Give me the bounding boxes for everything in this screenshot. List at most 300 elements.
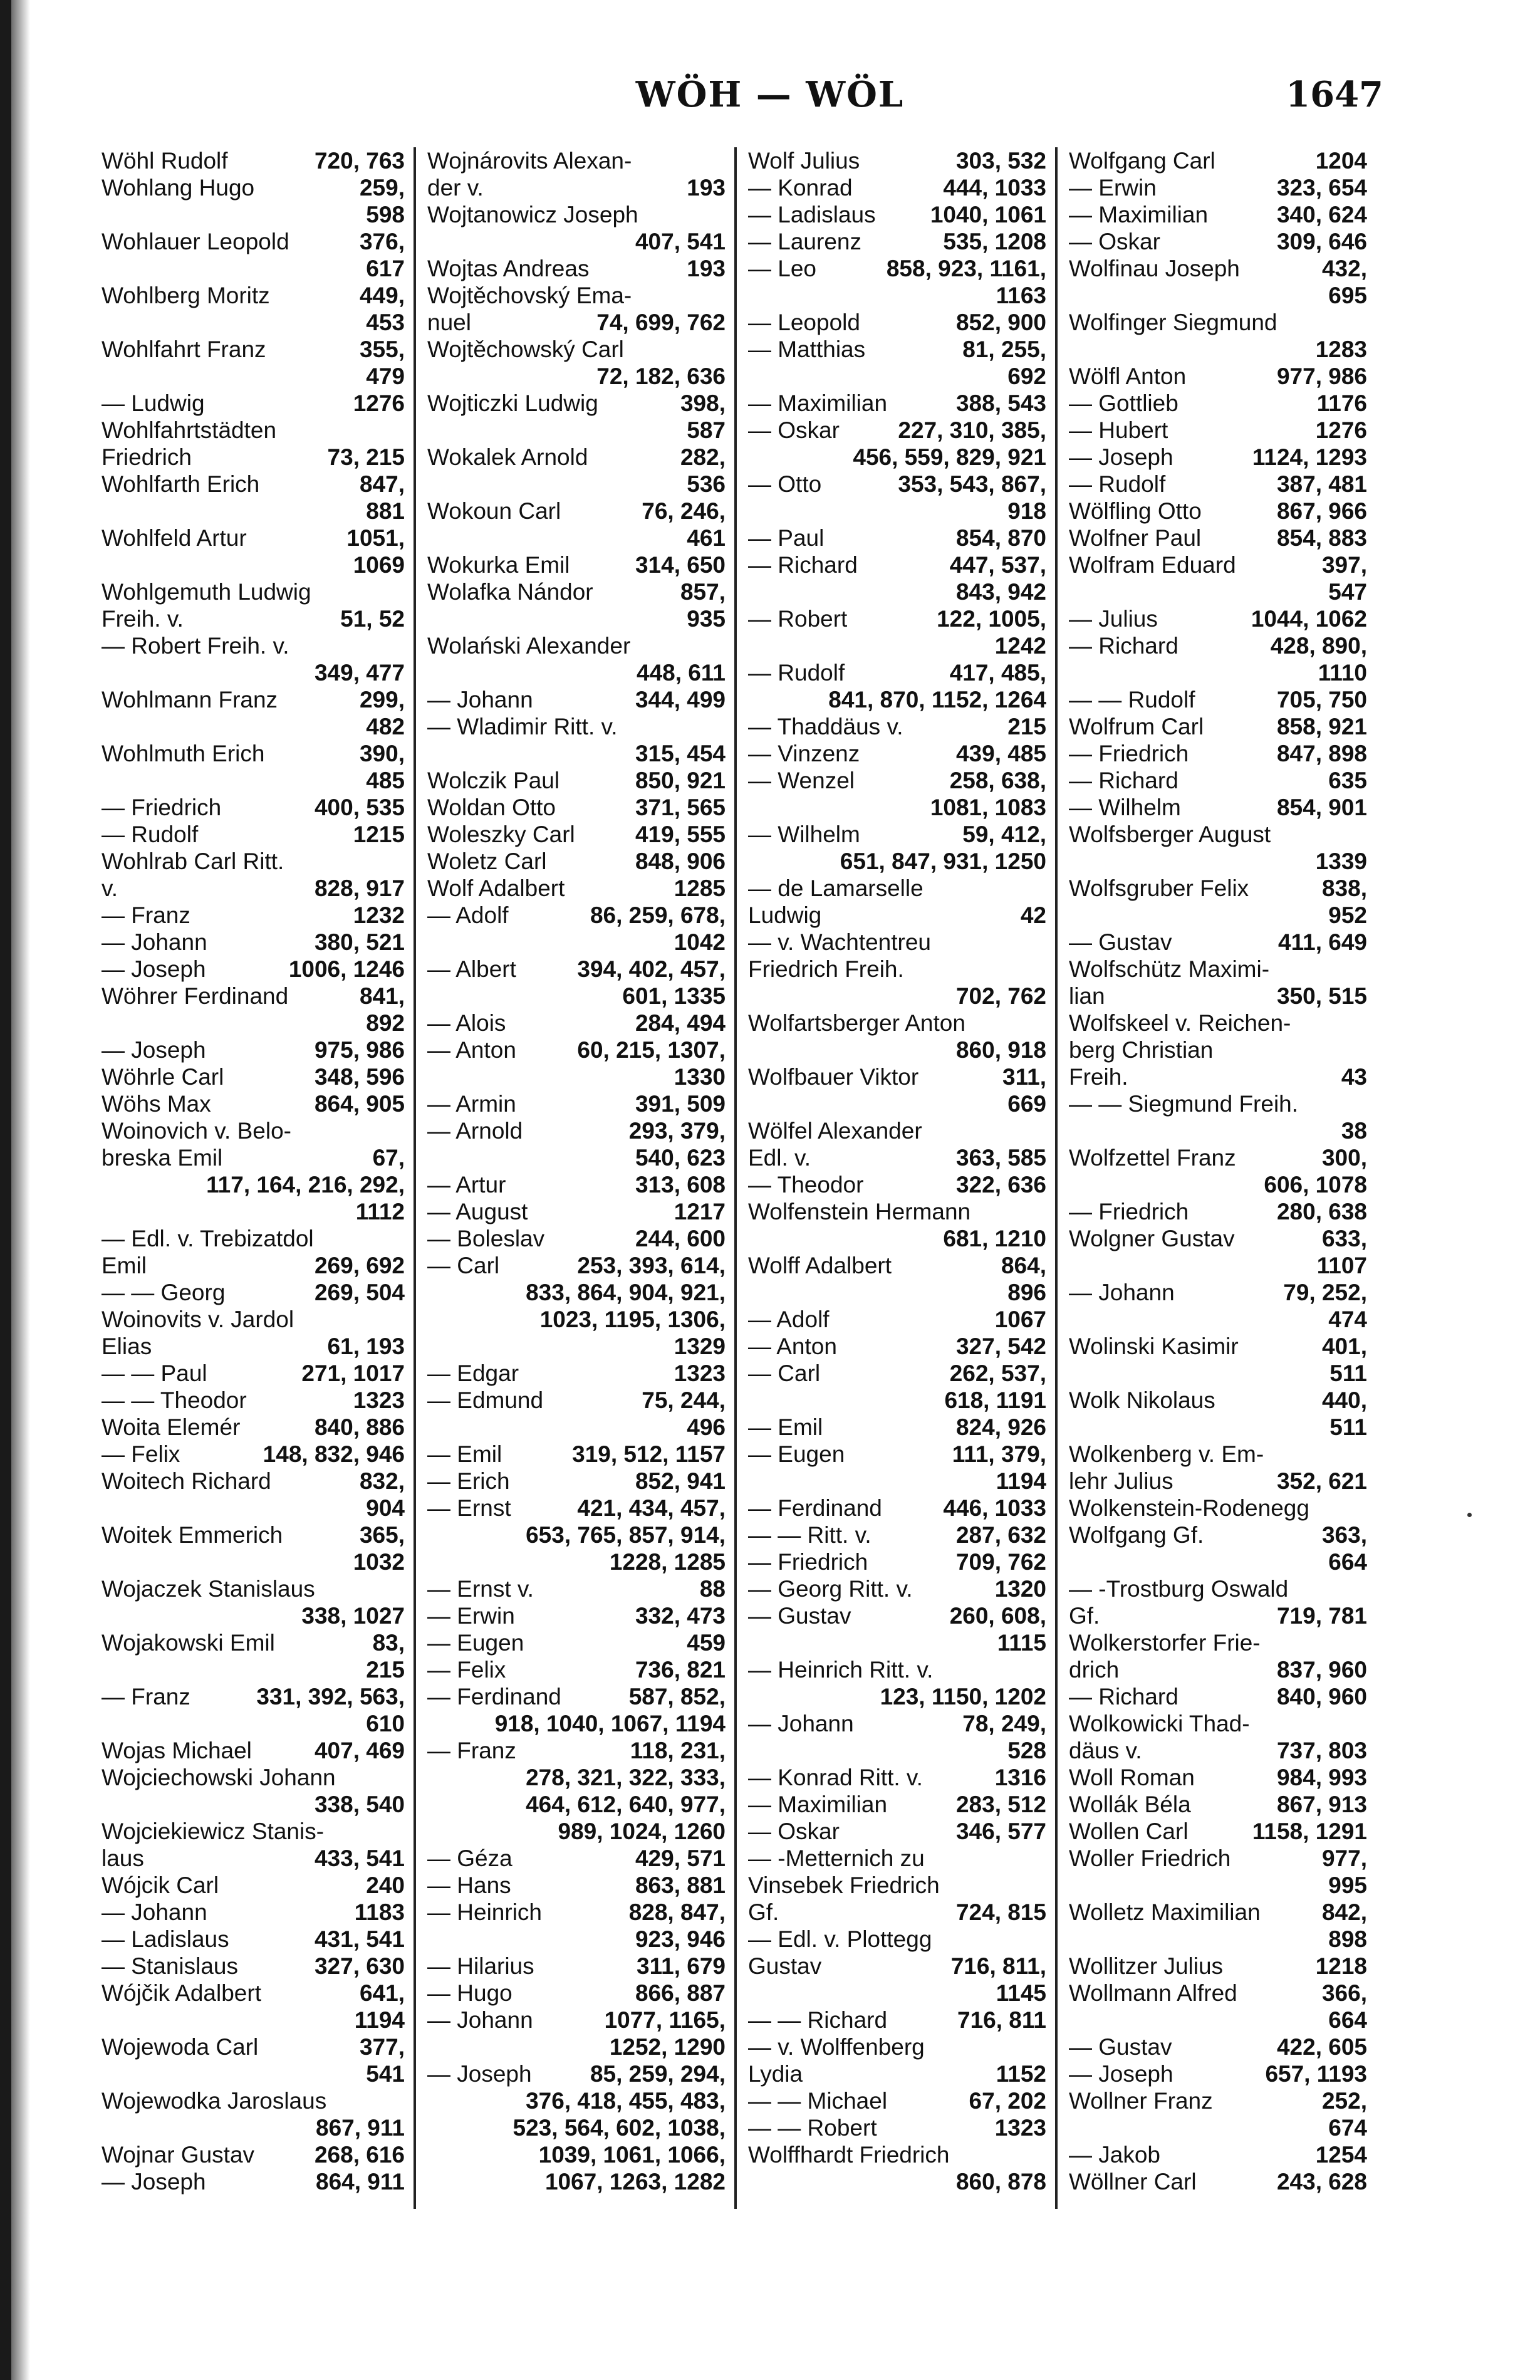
entry-name: — Eugen — [748, 1441, 845, 1467]
entry-page-refs: 340, 624 — [1276, 202, 1367, 227]
index-entry-continuation: 278, 321, 322, 333, — [526, 1765, 726, 1790]
entry-page-refs: 344, 499 — [635, 687, 726, 712]
entry-page-refs: 193 — [687, 175, 726, 201]
entry-name: — Laurenz — [748, 229, 861, 254]
entry-name: Woll Roman — [1069, 1765, 1195, 1790]
entry-name: — — Michael — [748, 2088, 888, 2114]
entry-page-refs: 352, 621 — [1276, 1468, 1367, 1494]
entry-page-refs: 75, 244, — [642, 1387, 726, 1413]
index-column-1 — [93, 147, 414, 2209]
index-entry — [427, 632, 726, 659]
index-entry — [427, 201, 726, 228]
entry-name: — Georg Ritt. v. — [748, 1576, 913, 1602]
index-entry-continuation: 448, 611 — [637, 660, 726, 686]
entry-page-refs: 858, 923, 1161, — [886, 256, 1046, 281]
index-columns — [93, 147, 1377, 2209]
entry-page-refs: 1044, 1062 — [1251, 606, 1367, 632]
index-entry — [427, 1737, 726, 1764]
entry-page-refs: 866, 887 — [635, 1980, 726, 2006]
index-entry — [748, 1548, 1046, 1575]
entry-name: — Franz — [101, 902, 190, 928]
index-entry — [748, 1063, 1046, 1090]
entry-page-refs: 311, — [1002, 1064, 1046, 1090]
entry-name: — Albert — [427, 956, 516, 982]
entry-name: berg Christian — [1069, 1037, 1214, 1063]
entry-name: Woinovits v. Jardol — [101, 1307, 294, 1332]
index-entry — [748, 929, 1046, 956]
entry-name: Woitech Richard — [101, 1468, 271, 1494]
entry-name: Wohlauer Leopold — [101, 229, 289, 254]
entry-page-refs: 74, 699, 762 — [596, 310, 726, 335]
index-entry-continuation: 1228, 1285 — [609, 1549, 726, 1575]
entry-name: Wolkerstorfer Frie- — [1069, 1630, 1261, 1656]
entry-name: — Jakob — [1069, 2142, 1161, 2168]
entry-page-refs: 852, 900 — [955, 310, 1046, 335]
index-entry-continuation: 695 — [1328, 283, 1367, 308]
index-entry — [1069, 390, 1367, 417]
index-entry-continuation: 898 — [1328, 1926, 1367, 1952]
entry-name: Wolkowicki Thad- — [1069, 1711, 1250, 1736]
entry-name: Wohlmann Franz — [101, 687, 278, 712]
entry-page-refs: 864, 911 — [316, 2169, 405, 2195]
index-entry — [101, 1414, 405, 1441]
index-entry — [1069, 1710, 1367, 1737]
entry-name: Wojtas Andreas — [427, 256, 590, 281]
index-entry-continuation: 860, 878 — [955, 2169, 1046, 2195]
index-entry — [748, 228, 1046, 255]
entry-name: — Hubert — [1069, 417, 1168, 443]
entry-name: — Johann — [101, 1899, 207, 1925]
index-entry — [748, 2033, 1046, 2060]
entry-name: — Stanislaus — [101, 1953, 238, 1979]
entry-page-refs: 111, 379, — [952, 1441, 1046, 1467]
index-entry — [1069, 2033, 1367, 2060]
index-entry-continuation: 1069 — [353, 552, 405, 578]
entry-name: — Theodor — [748, 1172, 864, 1198]
entry-name: — v. Wachtentreu — [748, 929, 931, 955]
index-entry — [101, 1063, 405, 1090]
index-entry — [748, 551, 1046, 578]
index-entry-continuation: 598 — [366, 202, 405, 227]
entry-name: — — Georg — [101, 1280, 226, 1305]
index-entry — [427, 309, 726, 336]
entry-page-refs: 709, 762 — [955, 1549, 1046, 1575]
entry-name: — Gustav — [748, 1603, 851, 1629]
index-entry — [748, 1899, 1046, 1926]
index-entry — [1069, 1010, 1367, 1036]
entry-name: Woitek Emmerich — [101, 1522, 283, 1548]
entry-name: Wolletz Maximilian — [1069, 1899, 1261, 1925]
index-entry-continuation: 407, 541 — [635, 229, 726, 254]
entry-name: — — Richard — [748, 2007, 888, 2033]
index-entry-continuation: 664 — [1328, 2007, 1367, 2033]
entry-page-refs: 724, 815 — [955, 1899, 1046, 1925]
index-entry — [101, 1818, 405, 1845]
index-column-4 — [1055, 147, 1376, 2209]
entry-name: Wokoun Carl — [427, 498, 561, 524]
entry-name: — Oskar — [748, 1819, 840, 1844]
entry-page-refs: 363, — [1321, 1522, 1367, 1548]
scan-gutter-shadow — [11, 0, 30, 2380]
index-entry-continuation: 918 — [1007, 498, 1046, 524]
index-entry-continuation: 511 — [1329, 1414, 1367, 1440]
entry-name: — Richard — [1069, 633, 1178, 659]
index-entry — [101, 1036, 405, 1063]
entry-page-refs: 253, 393, 614, — [577, 1253, 726, 1278]
entry-name: — Thaddäus v. — [748, 714, 903, 739]
entry-name: — August — [427, 1199, 528, 1224]
entry-page-refs: 293, 379, — [628, 1118, 726, 1144]
entry-name: Ludwig — [748, 902, 822, 928]
index-entry — [427, 282, 726, 309]
entry-page-refs: 864, — [1001, 1253, 1046, 1278]
index-entry — [748, 390, 1046, 417]
entry-page-refs: 73, 215 — [327, 444, 405, 470]
entry-page-refs: 327, 542 — [955, 1334, 1046, 1359]
index-entry — [748, 1602, 1046, 1629]
entry-name: Wojtěchowský Carl — [427, 337, 624, 362]
entry-page-refs: 269, 692 — [314, 1253, 405, 1278]
entry-name: — Alois — [427, 1010, 506, 1036]
entry-name: — Wilhelm — [1069, 795, 1181, 820]
index-entry — [1069, 686, 1367, 713]
index-entry — [1069, 1333, 1367, 1360]
index-entry — [101, 1441, 405, 1468]
index-entry — [427, 1225, 726, 1252]
entry-name: Wojakowski Emil — [101, 1630, 275, 1656]
entry-page-refs: 433, 541 — [314, 1845, 405, 1871]
entry-name: Wolgner Gustav — [1069, 1226, 1235, 1251]
entry-name: drich — [1069, 1657, 1120, 1683]
index-entry — [748, 2087, 1046, 2114]
index-entry — [427, 1683, 726, 1710]
entry-name: Wolfgang Carl — [1069, 148, 1215, 174]
entry-name: — Otto — [748, 471, 822, 497]
index-entry — [101, 525, 405, 551]
entry-name: Wojas Michael — [101, 1738, 252, 1763]
index-entry — [748, 1764, 1046, 1791]
entry-page-refs: 78, 249, — [962, 1711, 1046, 1736]
entry-page-refs: 353, 543, 867, — [898, 471, 1046, 497]
entry-name: Wolfskeel v. Reichen- — [1069, 1010, 1291, 1036]
index-entry — [101, 578, 405, 605]
index-entry-continuation: 1115 — [997, 1630, 1046, 1656]
entry-page-refs: 331, 392, 563, — [256, 1684, 405, 1709]
entry-name: Wojewodka Jaroslaus — [101, 2088, 327, 2114]
index-entry — [101, 228, 405, 255]
index-entry — [101, 848, 405, 875]
entry-name: — -Metternich zu — [748, 1845, 925, 1871]
index-entry — [748, 875, 1046, 902]
index-entry-continuation: 1330 — [674, 1064, 726, 1090]
index-entry-continuation: 892 — [366, 1010, 405, 1036]
index-entry — [427, 1117, 726, 1144]
entry-name: Wolfschütz Maximi- — [1069, 956, 1270, 982]
entry-page-refs: 76, 246, — [642, 498, 726, 524]
entry-name: — Johann — [101, 929, 207, 955]
index-entry — [1069, 1468, 1367, 1495]
index-entry — [748, 1360, 1046, 1387]
index-entry-continuation: 1339 — [1315, 848, 1367, 874]
entry-name: Wolk Nikolaus — [1069, 1387, 1215, 1413]
index-entry-continuation: 1067, 1263, 1282 — [544, 2169, 726, 2195]
entry-name: Wolański Alexander — [427, 633, 631, 659]
entry-page-refs: 444, 1033 — [943, 175, 1046, 201]
index-entry — [1069, 1063, 1367, 1090]
index-entry — [1069, 1845, 1367, 1872]
index-entry — [427, 2007, 726, 2033]
entry-name: nuel — [427, 310, 471, 335]
scan-speck — [1467, 1513, 1472, 1517]
scan-page-edge — [0, 0, 11, 2380]
entry-name: — Emil — [427, 1441, 502, 1467]
entry-name: — Arnold — [427, 1118, 523, 1144]
entry-page-refs: 346, 577 — [955, 1819, 1046, 1844]
entry-name: Elias — [101, 1334, 152, 1359]
entry-page-refs: 259, — [359, 175, 405, 201]
entry-page-refs: 85, 259, 294, — [590, 2061, 726, 2087]
index-column-3 — [734, 147, 1055, 2209]
entry-name: — Carl — [748, 1360, 821, 1386]
index-entry — [1069, 1737, 1367, 1764]
index-entry — [748, 1926, 1046, 1953]
entry-page-refs: 975, 986 — [314, 1037, 405, 1063]
index-entry — [1069, 1495, 1367, 1521]
entry-name: Wohlfeld Artur — [101, 525, 247, 551]
entry-page-refs: 719, 781 — [1276, 1603, 1367, 1629]
index-entry — [101, 1225, 405, 1252]
entry-page-refs: 1254 — [1315, 2142, 1367, 2168]
index-entry — [427, 1468, 726, 1495]
entry-name: — Vinzenz — [748, 741, 860, 766]
entry-page-refs: 977, — [1321, 1845, 1367, 1871]
index-entry-continuation: 841, 870, 1152, 1264 — [828, 687, 1046, 712]
entry-page-refs: 459 — [687, 1630, 726, 1656]
entry-name: — Boleslav — [427, 1226, 545, 1251]
index-entry-continuation: 315, 454 — [635, 741, 726, 766]
entry-name: Wöhs Max — [101, 1091, 211, 1117]
entry-page-refs: 641, — [359, 1980, 405, 2006]
index-entry-continuation: 918, 1040, 1067, 1194 — [494, 1711, 726, 1736]
index-entry — [1069, 1791, 1367, 1818]
index-entry — [748, 201, 1046, 228]
entry-page-refs: 1006, 1246 — [288, 956, 405, 982]
entry-page-refs: 1215 — [353, 822, 405, 847]
index-entry — [1069, 632, 1367, 659]
index-entry — [427, 1441, 726, 1468]
index-entry — [748, 1953, 1046, 1980]
entry-page-refs: 432, — [1321, 256, 1367, 281]
index-entry — [427, 1495, 726, 1521]
index-entry — [101, 605, 405, 632]
entry-page-refs: 61, 193 — [327, 1334, 405, 1359]
entry-page-refs: 1176 — [1316, 390, 1367, 416]
index-entry-continuation: 485 — [366, 768, 405, 793]
entry-page-refs: 1323 — [353, 1387, 405, 1413]
entry-page-refs: 854, 870 — [955, 525, 1046, 551]
index-entry — [427, 1845, 726, 1872]
entry-page-refs: 260, 608, — [949, 1603, 1046, 1629]
index-entry — [1069, 498, 1367, 525]
index-entry — [427, 1629, 726, 1656]
index-entry — [1069, 1225, 1367, 1252]
index-entry-continuation: 72, 182, 636 — [596, 363, 726, 389]
index-entry — [427, 956, 726, 983]
entry-page-refs: 852, 941 — [635, 1468, 726, 1494]
entry-page-refs: 737, 803 — [1276, 1738, 1367, 1763]
index-entry-continuation: 664 — [1328, 1549, 1367, 1575]
index-entry — [101, 1306, 405, 1333]
index-entry — [748, 1010, 1046, 1036]
entry-name: — Ladislaus — [101, 1926, 229, 1952]
index-entry — [101, 282, 405, 309]
index-entry-continuation: 617 — [366, 256, 405, 281]
index-entry — [1069, 1521, 1367, 1548]
entry-page-refs: 83, — [372, 1630, 405, 1656]
entry-name: — Joseph — [427, 2061, 532, 2087]
entry-name: — Erwin — [1069, 175, 1157, 201]
index-entry — [427, 498, 726, 525]
index-entry — [1069, 1602, 1367, 1629]
entry-name: — Ferdinand — [427, 1684, 561, 1709]
entry-page-refs: 446, 1033 — [943, 1495, 1046, 1521]
index-entry — [101, 1683, 405, 1710]
entry-page-refs: 42 — [1020, 902, 1046, 928]
entry-page-refs: 716, 811, — [950, 1953, 1046, 1979]
entry-page-refs: 1067 — [994, 1307, 1046, 1332]
entry-name: Gf. — [748, 1899, 779, 1925]
entry-page-refs: 828, 847, — [628, 1899, 726, 1925]
index-entry — [101, 1737, 405, 1764]
entry-page-refs: 398, — [680, 390, 726, 416]
index-entry-continuation: 1112 — [355, 1199, 405, 1224]
entry-page-refs: 587, 852, — [628, 1684, 726, 1709]
index-entry-continuation: 482 — [366, 714, 405, 739]
entry-name: — Maximilian — [1069, 202, 1209, 227]
entry-name: — Friedrich — [1069, 1199, 1189, 1224]
index-entry-continuation: 653, 765, 857, 914, — [526, 1522, 726, 1548]
index-entry — [1069, 2060, 1367, 2087]
entry-page-refs: 1323 — [674, 1360, 726, 1386]
entry-name: — Artur — [427, 1172, 506, 1198]
entry-page-refs: 633, — [1321, 1226, 1367, 1251]
entry-page-refs: 363, 585 — [955, 1145, 1046, 1171]
index-entry-continuation: 117, 164, 216, 292, — [206, 1172, 405, 1198]
entry-name: Wöllner Carl — [1069, 2169, 1197, 2195]
entry-page-refs: 388, 543 — [955, 390, 1046, 416]
index-entry — [1069, 363, 1367, 390]
entry-name: — Wladimir Ritt. v. — [427, 714, 618, 739]
entry-name: — Robert — [748, 606, 848, 632]
entry-name: — Edgar — [427, 1360, 519, 1386]
entry-name: — — Theodor — [101, 1387, 247, 1413]
entry-page-refs: 79, 252, — [1283, 1280, 1367, 1305]
index-entry — [101, 1117, 405, 1144]
index-entry-continuation: 523, 564, 602, 1038, — [512, 2115, 726, 2141]
index-entry-continuation: 547 — [1328, 579, 1367, 605]
entry-page-refs: 299, — [359, 687, 405, 712]
entry-name: Wollner Franz — [1069, 2088, 1213, 2114]
entry-page-refs: 828, 917 — [314, 875, 405, 901]
index-entry-continuation: 1242 — [994, 633, 1046, 659]
entry-page-refs: 1323 — [994, 2115, 1046, 2141]
index-entry-continuation: 376, 418, 455, 483, — [526, 2088, 726, 2114]
entry-page-refs: 387, 481 — [1276, 471, 1367, 497]
entry-page-refs: 429, 571 — [635, 1845, 726, 1871]
page-number: 1647 — [1286, 74, 1383, 115]
index-entry — [1069, 1441, 1367, 1468]
entry-name: — Emil — [748, 1414, 823, 1440]
index-entry — [427, 713, 726, 740]
entry-page-refs: 240 — [366, 1872, 405, 1898]
entry-name: — v. Wolffenberg — [748, 2034, 925, 2060]
entry-name: — Erich — [427, 1468, 510, 1494]
entry-name: Wojciechowski Johann — [101, 1765, 336, 1790]
index-entry — [101, 956, 405, 983]
entry-name: Wojnar Gustav — [101, 2142, 255, 2168]
index-entry-continuation: 1039, 1061, 1066, — [538, 2142, 726, 2168]
index-entry — [748, 1117, 1046, 1144]
entry-page-refs: 1077, 1165, — [604, 2007, 726, 2033]
index-entry — [101, 875, 405, 902]
entry-page-refs: 837, 960 — [1276, 1657, 1367, 1683]
index-entry — [427, 1198, 726, 1225]
index-entry-continuation: 38 — [1341, 1118, 1367, 1144]
entry-name: Wolf Adalbert — [427, 875, 565, 901]
index-entry-continuation: 496 — [687, 1414, 726, 1440]
index-entry — [1069, 794, 1367, 821]
entry-name: — de Lamarselle — [748, 875, 923, 901]
entry-page-refs: 1320 — [994, 1576, 1046, 1602]
entry-name: Wollák Béla — [1069, 1792, 1191, 1817]
index-entry-continuation: 123, 1150, 1202 — [880, 1684, 1046, 1709]
entry-page-refs: 355, — [359, 337, 405, 362]
index-entry — [748, 147, 1046, 174]
entry-page-refs: 271, 1017 — [301, 1360, 405, 1386]
entry-name: — Felix — [101, 1441, 180, 1467]
index-entry — [427, 821, 726, 848]
entry-page-refs: 824, 926 — [955, 1414, 1046, 1440]
entry-page-refs: 51, 52 — [340, 606, 405, 632]
entry-page-refs: 422, 605 — [1276, 2034, 1367, 2060]
entry-page-refs: 867, 966 — [1276, 498, 1367, 524]
entry-name: Woletz Carl — [427, 848, 547, 874]
entry-page-refs: 449, — [359, 283, 405, 308]
index-entry — [427, 1602, 726, 1629]
entry-page-refs: 365, — [359, 1522, 405, 1548]
entry-page-refs: 1204 — [1315, 148, 1367, 174]
index-entry — [427, 1899, 726, 1926]
index-entry-continuation: 896 — [1007, 1280, 1046, 1305]
entry-page-refs: 244, 600 — [635, 1226, 726, 1251]
index-entry — [748, 2060, 1046, 2087]
entry-page-refs: 258, 638, — [949, 768, 1046, 793]
index-entry — [427, 551, 726, 578]
entry-name: — — Rudolf — [1069, 687, 1195, 712]
entry-page-refs: 1183 — [354, 1899, 405, 1925]
entry-name: Wolfrum Carl — [1069, 714, 1204, 739]
entry-page-refs: 854, 901 — [1276, 795, 1367, 820]
index-entry-continuation: 453 — [366, 310, 405, 335]
index-entry — [748, 1656, 1046, 1683]
index-entry — [748, 1198, 1046, 1225]
entry-page-refs: 313, 608 — [635, 1172, 726, 1198]
entry-name: — Franz — [101, 1684, 190, 1709]
entry-name: — Eugen — [427, 1630, 524, 1656]
entry-page-refs: 407, 469 — [314, 1738, 405, 1763]
index-entry-continuation: 618, 1191 — [944, 1387, 1046, 1413]
entry-name: Wolfram Eduard — [1069, 552, 1236, 578]
